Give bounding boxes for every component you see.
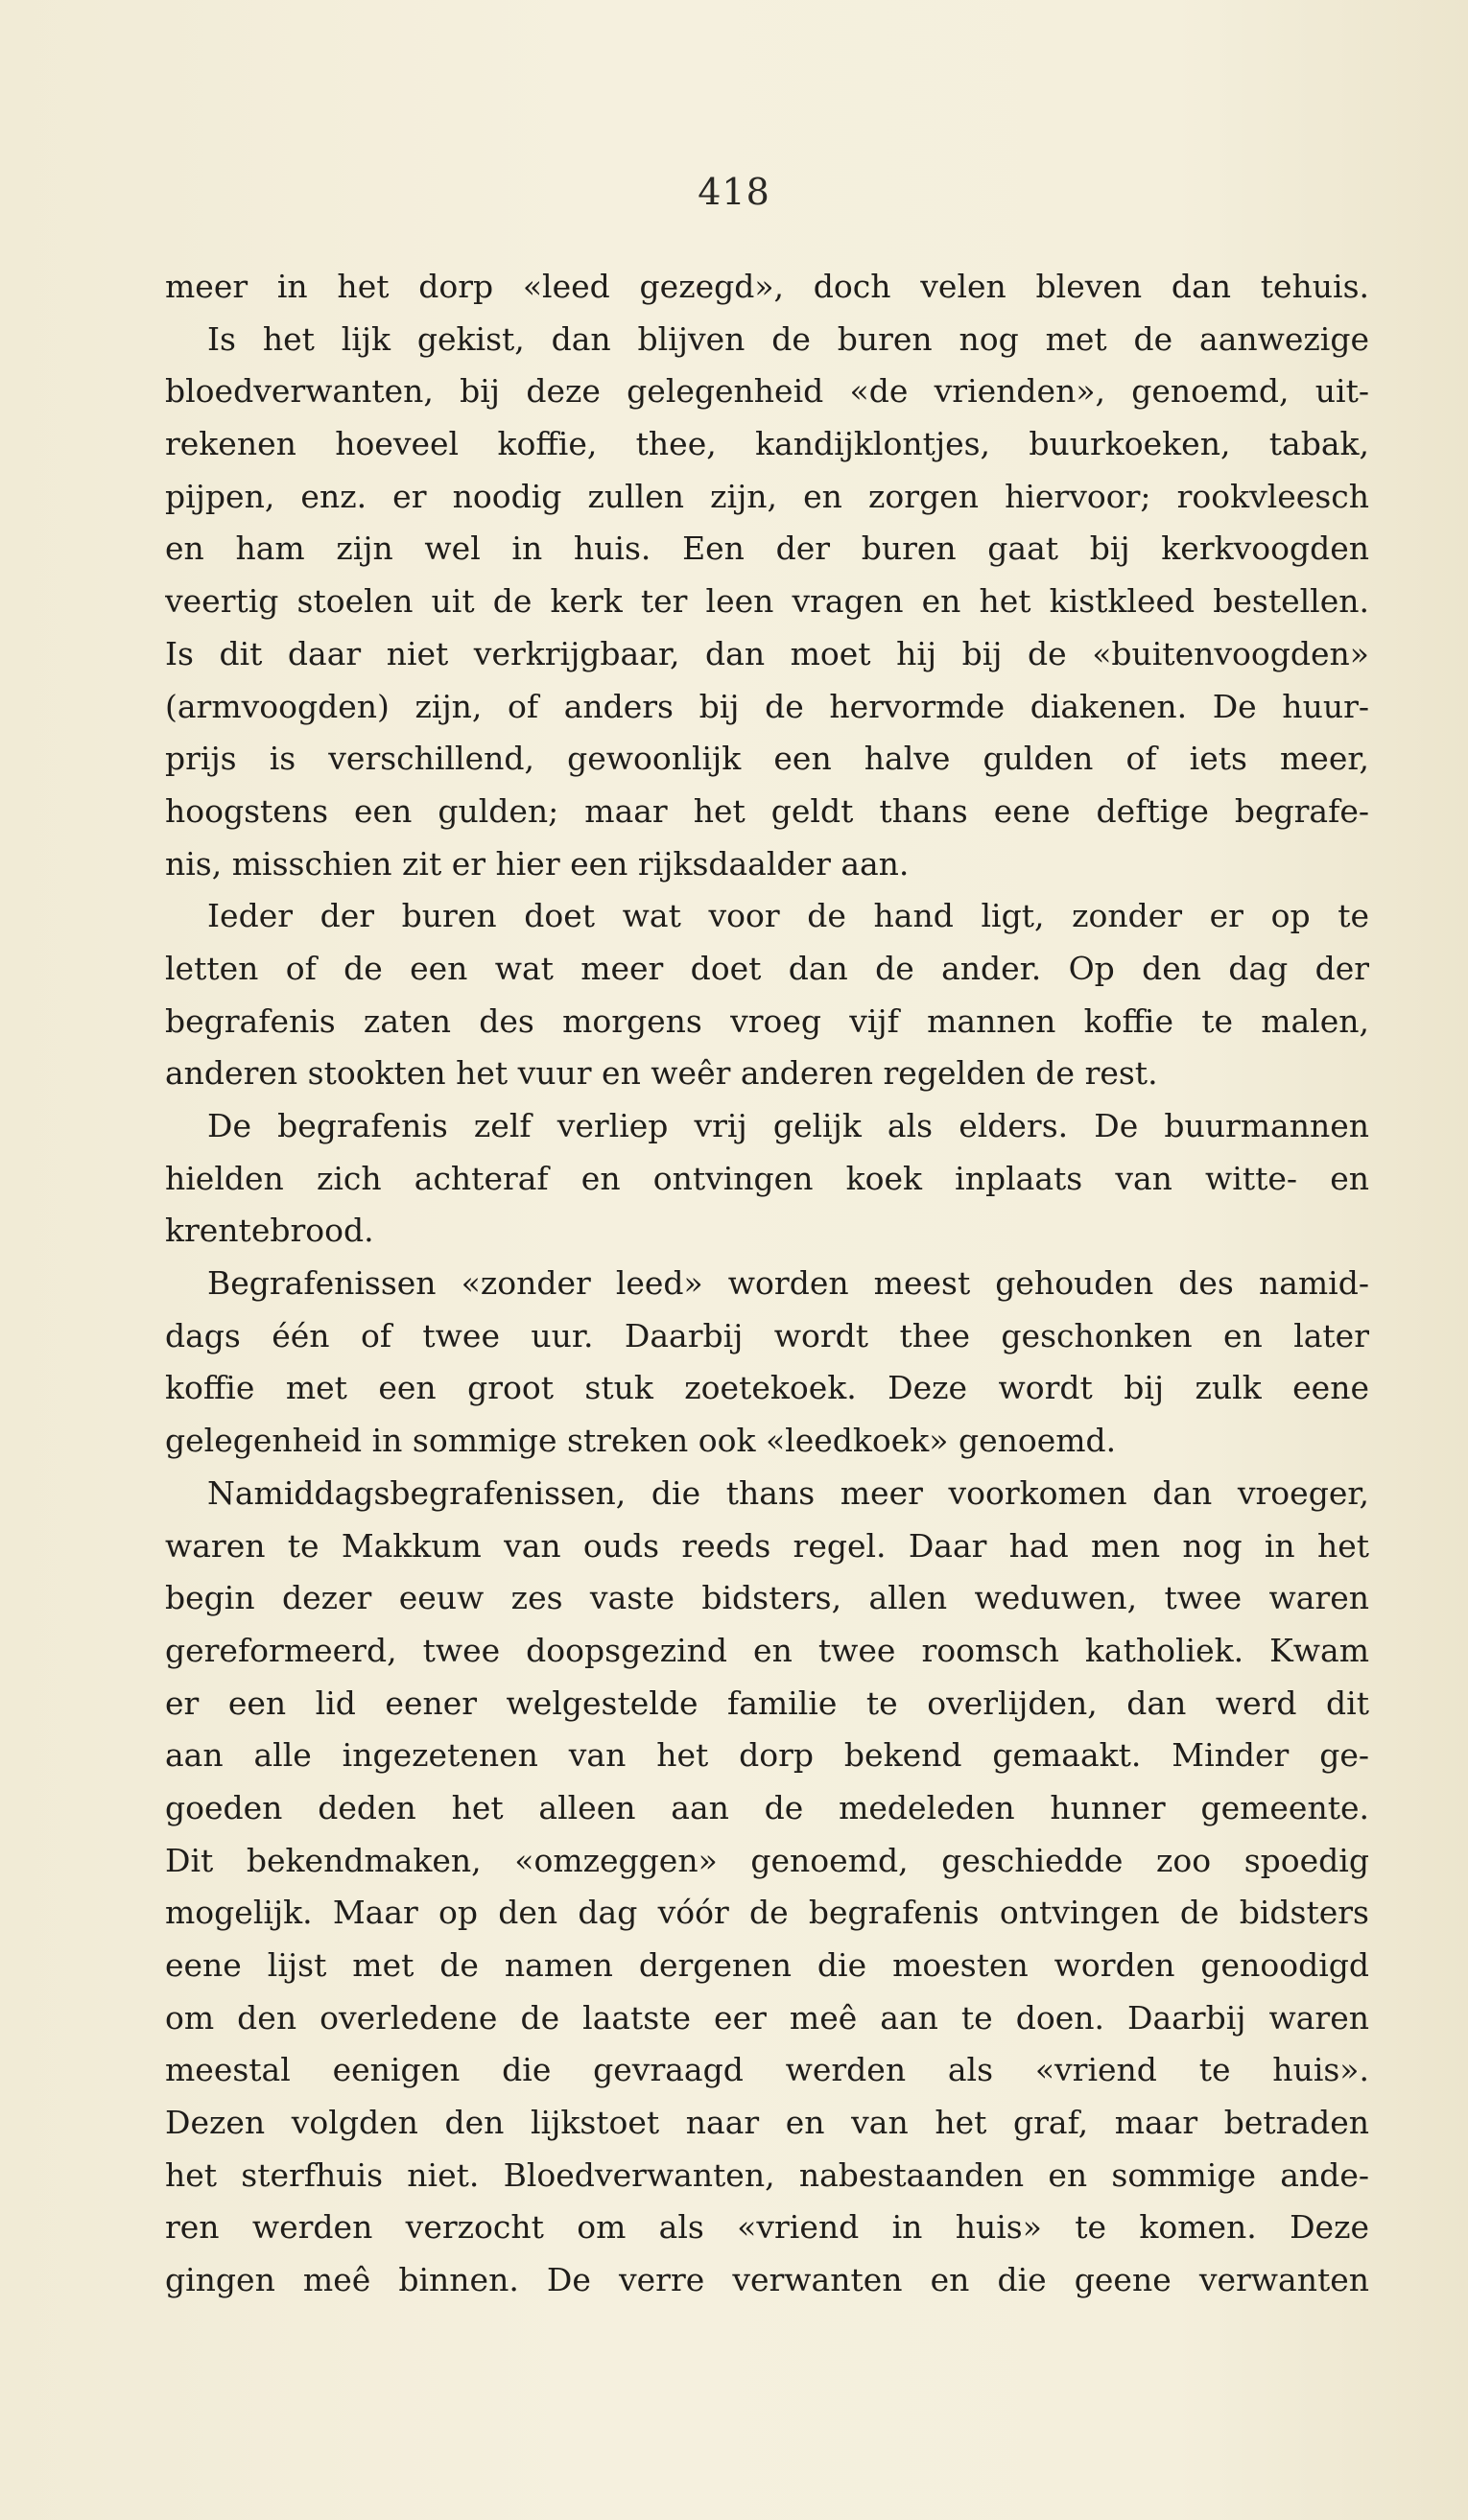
- text-line: goeden deden het alleen aan de medeleden hunner gemeente.: [165, 1788, 1369, 1826]
- text-line: Is dit daar niet verkrijgbaar, dan moet hij bij de «buitenvoogden»: [165, 634, 1369, 672]
- text-line: begin dezer eeuw zes vaste bidsters, allen weduwen, twee waren: [165, 1579, 1369, 1617]
- text-line: nis, misschien zit er hier een rijksdaalder aan.: [165, 844, 910, 883]
- text-line: er een lid eener welgestelde familie te overlijden, dan werd dit: [165, 1684, 1369, 1722]
- body-text: [165, 261, 1369, 2307]
- text-line: aan alle ingezetenen van het dorp bekend gemaakt. Minder ge-: [165, 1736, 1369, 1775]
- paragraph: [165, 890, 1369, 1100]
- text-line: bloedverwanten, bij deze gelegenheid «de vrienden», genoemd, uit-: [165, 372, 1369, 411]
- paragraph: [165, 1100, 1369, 1258]
- paragraph: [165, 1258, 1369, 1468]
- text-line: Dit bekendmaken, «omzeggen» genoemd, geschiedde zoo spoedig: [165, 1841, 1369, 1879]
- text-line: krentebrood.: [165, 1212, 374, 1250]
- text-line: Dezen volgden den lijkstoet naar en van het graf, maar betraden: [165, 2104, 1369, 2142]
- text-line: gelegenheid in sommige streken ook «leedkoek» genoemd.: [165, 1422, 1117, 1460]
- text-line: het sterfhuis niet. Bloedverwanten, nabestaanden en sommige ande-: [165, 2155, 1369, 2194]
- paragraph: [165, 1468, 1369, 2307]
- text-line: begrafenis zaten des morgens vroeg vijf mannen koffie te malen,: [165, 1001, 1369, 1040]
- paragraph: [165, 314, 1369, 891]
- text-line: ren werden verzocht om als «vriend in huis» te komen. Deze: [165, 2208, 1369, 2247]
- text-line: letten of de een wat meer doet dan de ander. Op den dag der: [165, 949, 1369, 987]
- text-line: om den overledene de laatste eer meê aan te doen. Daarbij waren: [165, 1998, 1369, 2037]
- text-line: anderen stookten het vuur en weêr anderen regelden de rest.: [165, 1054, 1158, 1093]
- text-line: eene lijst met de namen dergenen die moesten worden genoodigd: [165, 1946, 1369, 1984]
- paragraph: [165, 261, 1369, 314]
- text-line: hielden zich achteraf en ontvingen koek inplaats van witte- en: [165, 1159, 1369, 1197]
- text-line: pijpen, enz. er noodig zullen zijn, en zorgen hiervoor; rookvleesch: [165, 477, 1369, 515]
- text-line: gereformeerd, twee doopsgezind en twee roomsch katholiek. Kwam: [165, 1631, 1369, 1669]
- text-line: Begrafenissen «zonder leed» worden meest gehouden des namid-: [207, 1264, 1369, 1303]
- text-line: rekenen hoeveel koffie, thee, kandijklontjes, buurkoeken, tabak,: [165, 425, 1369, 463]
- text-line: prijs is verschillend, gewoonlijk een halve gulden of iets meer,: [165, 740, 1369, 778]
- text-line: meer in het dorp «leed gezegd», doch velen bleven dan tehuis.: [165, 268, 1369, 305]
- text-line: veertig stoelen uit de kerk ter leen vragen en het kistkleed bestellen.: [165, 582, 1369, 621]
- text-line: Is het lijk gekist, dan blijven de buren nog met de aanwezige: [207, 319, 1369, 358]
- text-line: hoogstens een gulden; maar het geldt thans eene deftige begrafe-: [165, 791, 1369, 830]
- text-line: mogelijk. Maar op den dag vóór de begrafenis ontvingen de bidsters: [165, 1894, 1369, 1932]
- text-line: koffie met een groot stuk zoetekoek. Deze wordt bij zulk eene: [165, 1369, 1369, 1407]
- text-line: waren te Makkum van ouds reeds regel. Daar had men nog in het: [165, 1526, 1369, 1565]
- text-line: Namiddagsbegrafenissen, die thans meer voorkomen dan vroeger,: [207, 1473, 1369, 1512]
- text-line: en ham zijn wel in huis. Een der buren gaat bij kerkvoogden: [165, 530, 1369, 568]
- text-line: meestal eenigen die gevraagd werden als «vriend te huis».: [165, 2051, 1369, 2089]
- text-line: De begrafenis zelf verliep vrij gelijk als elders. De buurmannen: [207, 1107, 1369, 1144]
- text-line: dags één of twee uur. Daarbij wordt thee geschonken en later: [165, 1316, 1369, 1354]
- text-line: (armvoogden) zijn, of anders bij de hervormde diakenen. De huur-: [165, 687, 1369, 725]
- text-line: gingen meê binnen. De verre verwanten en die geene verwanten: [165, 2261, 1369, 2299]
- text-line: Ieder der buren doet wat voor de hand ligt, zonder er op te: [207, 897, 1369, 935]
- page-number: 418: [698, 171, 770, 213]
